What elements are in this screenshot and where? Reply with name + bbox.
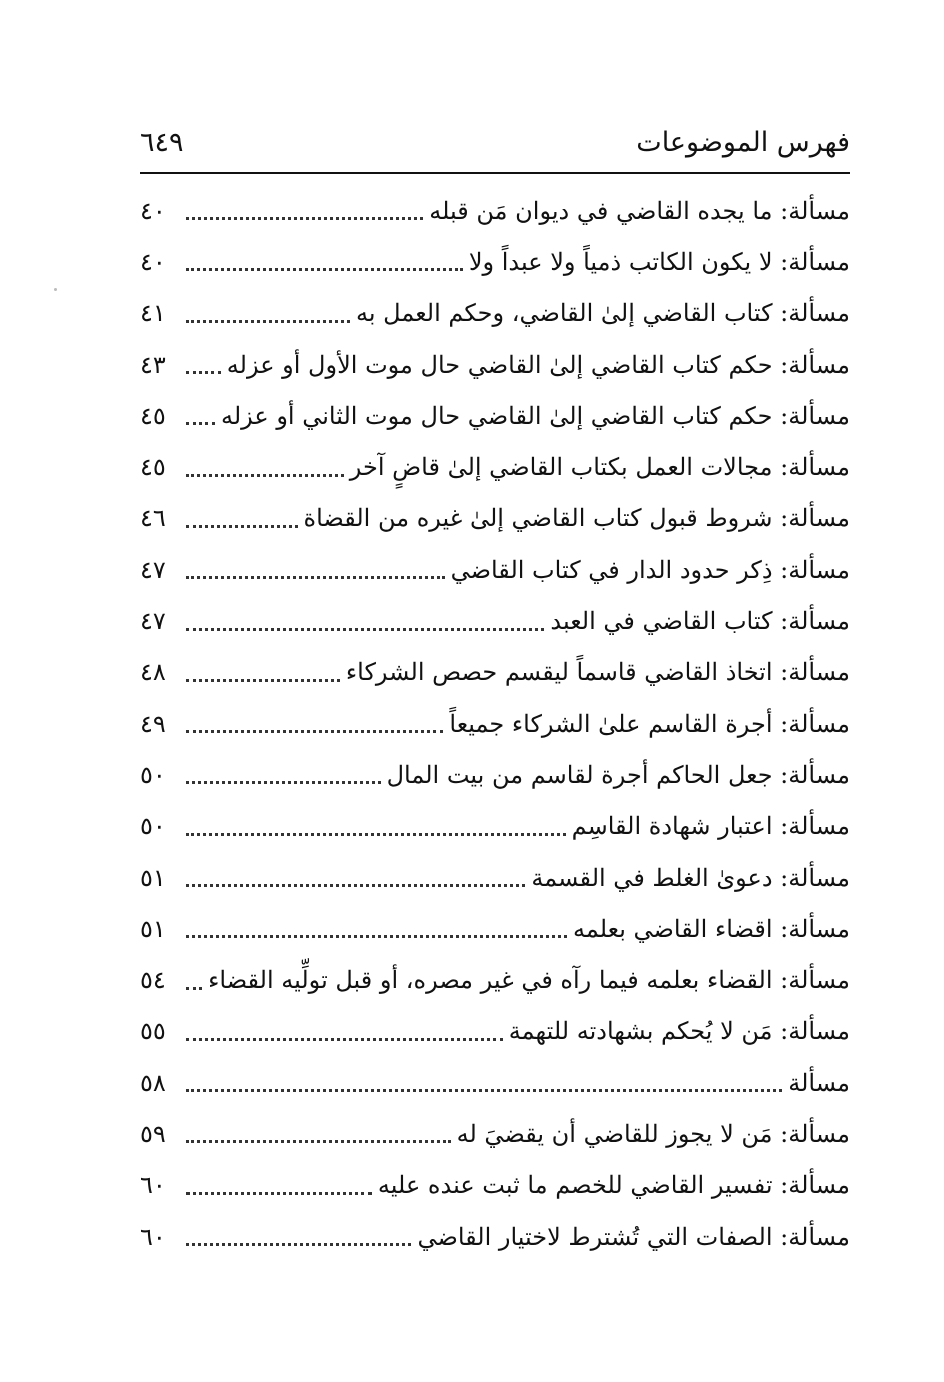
- dot-leader: [186, 1089, 782, 1092]
- dot-leader: [186, 268, 463, 271]
- toc-entry: [140, 1211, 850, 1262]
- toc-entry: [140, 698, 850, 749]
- toc-entry: [140, 954, 850, 1005]
- toc-entry-title: مسألة: شروط قبول كتاب القاضي إلىٰ غيره من القضاة: [303, 504, 850, 533]
- dot-leader: [186, 1192, 372, 1195]
- toc-entry-page: ٤٠: [140, 196, 166, 225]
- toc-entry-page: ٥٥: [140, 1017, 166, 1046]
- toc-entry-page: ٤١: [140, 299, 166, 328]
- margin-dot: [54, 288, 57, 291]
- toc-entry-title: مسألة: [788, 1068, 850, 1097]
- toc-entry: [140, 493, 850, 544]
- header-rule: [140, 172, 850, 174]
- dot-leader: [186, 1243, 411, 1246]
- dot-leader: [186, 1140, 451, 1143]
- toc-entry-page: ٤٥: [140, 453, 166, 482]
- toc-entry-title: مسألة: جعل الحاكم أجرة لقاسم من بيت المال: [386, 760, 850, 789]
- toc-entry-title: مسألة: الصفات التي تُشترط لاختيار القاضي: [417, 1222, 850, 1251]
- toc-entry-title: مسألة: ما يجده القاضي في ديوان مَن قبله: [429, 196, 850, 225]
- toc-entry: [140, 801, 850, 852]
- toc-entry-page: ٤٦: [140, 504, 166, 533]
- toc-entry-title: مسألة: كتاب القاضي في العبد: [550, 607, 850, 636]
- toc-entry: [140, 903, 850, 954]
- page-number: ٦٤٩: [140, 126, 184, 158]
- dot-leader: [186, 474, 344, 477]
- toc-entry-title: مسألة: مَن لا يجوز للقاضي أن يقضيَ له: [456, 1119, 850, 1148]
- toc-entry: [140, 185, 850, 236]
- toc-entry-page: ٤٠: [140, 247, 166, 276]
- toc-entry-page: ٤٩: [140, 709, 166, 738]
- dot-leader: [186, 884, 525, 887]
- toc-entry: [140, 647, 850, 698]
- toc-entry-page: ٥١: [140, 914, 166, 943]
- page-header: [140, 120, 850, 164]
- dot-leader: [186, 679, 340, 682]
- toc-entry-title: مسألة: حكم كتاب القاضي إلىٰ القاضي حال موت الأول أو عزله: [226, 350, 850, 379]
- toc-entry-page: ٤٨: [140, 658, 166, 687]
- toc-entry-page: ٤٣: [140, 350, 166, 379]
- dot-leader: [186, 1038, 503, 1041]
- toc-entry-page: ٤٧: [140, 607, 166, 636]
- dot-leader: [186, 628, 544, 631]
- toc-entry-page: ٤٧: [140, 555, 166, 584]
- toc-entry-title: مسألة: تفسير القاضي للخصم ما ثبت عنده عليه: [377, 1171, 850, 1200]
- toc-entry-page: ٥٨: [140, 1068, 166, 1097]
- toc-entry-title: مسألة: ذِكر حدود الدار في كتاب القاضي: [450, 555, 850, 584]
- toc-entry-title: مسألة: حكم كتاب القاضي إلىٰ القاضي حال موت الثاني أو عزله: [220, 401, 850, 430]
- dot-leader: [186, 987, 202, 990]
- toc-entry-title: مسألة: مَن لا يُحكم بشهادته للتهمة: [508, 1017, 850, 1046]
- toc-entry: [140, 1057, 850, 1108]
- table-of-contents: [140, 185, 850, 1262]
- dot-leader: [186, 320, 350, 323]
- dot-leader: [186, 371, 221, 374]
- toc-entry: [140, 852, 850, 903]
- header-title: فهرس الموضوعات: [636, 126, 850, 158]
- toc-entry-title: مسألة: كتاب القاضي إلىٰ القاضي، وحكم العمل به: [356, 299, 850, 328]
- dot-leader: [186, 833, 566, 836]
- toc-entry: [140, 1160, 850, 1211]
- dot-leader: [186, 525, 298, 528]
- toc-entry-title: مسألة: دعوىٰ الغلط في القسمة: [531, 863, 850, 892]
- toc-entry-title: مسألة: القضاء بعلمه فيما رآه في غير مصره، أو قبل تولِّيه القضاء: [208, 966, 850, 995]
- toc-entry: [140, 1108, 850, 1159]
- dot-leader: [186, 576, 445, 579]
- toc-entry-title: مسألة: اتخاذ القاضي قاسماً ليقسم حصص الشركاء: [345, 658, 850, 687]
- toc-entry-title: مسألة: أجرة القاسم علىٰ الشركاء جميعاً: [449, 709, 850, 738]
- toc-entry-title: مسألة: مجالات العمل بكتاب القاضي إلىٰ قاضٍ آخر: [349, 453, 850, 482]
- toc-entry-title: مسألة: لا يكون الكاتب ذمياً ولا عبداً ولا: [468, 247, 850, 276]
- toc-entry: [140, 749, 850, 800]
- toc-entry: [140, 288, 850, 339]
- toc-entry-page: ٥٠: [140, 812, 166, 841]
- toc-entry-title: مسألة: اقضاء القاضي بعلمه: [572, 914, 850, 943]
- toc-entry: [140, 236, 850, 287]
- toc-entry: [140, 441, 850, 492]
- dot-leader: [186, 781, 381, 784]
- toc-entry-title: مسألة: اعتبار شهادة القاسِم: [571, 812, 850, 841]
- toc-entry-page: ٦٠: [140, 1222, 166, 1251]
- toc-entry-page: ٤٥: [140, 401, 166, 430]
- toc-entry-page: ٥٠: [140, 760, 166, 789]
- toc-entry: [140, 339, 850, 390]
- toc-entry-page: ٥٤: [140, 966, 166, 995]
- dot-leader: [186, 935, 567, 938]
- dot-leader: [186, 422, 215, 425]
- toc-entry-page: ٥٩: [140, 1119, 166, 1148]
- toc-entry: [140, 544, 850, 595]
- dot-leader: [186, 730, 443, 733]
- toc-entry: [140, 1006, 850, 1057]
- toc-entry: [140, 595, 850, 646]
- toc-entry-page: ٥١: [140, 863, 166, 892]
- dot-leader: [186, 217, 423, 220]
- toc-entry-page: ٦٠: [140, 1171, 166, 1200]
- toc-entry: [140, 390, 850, 441]
